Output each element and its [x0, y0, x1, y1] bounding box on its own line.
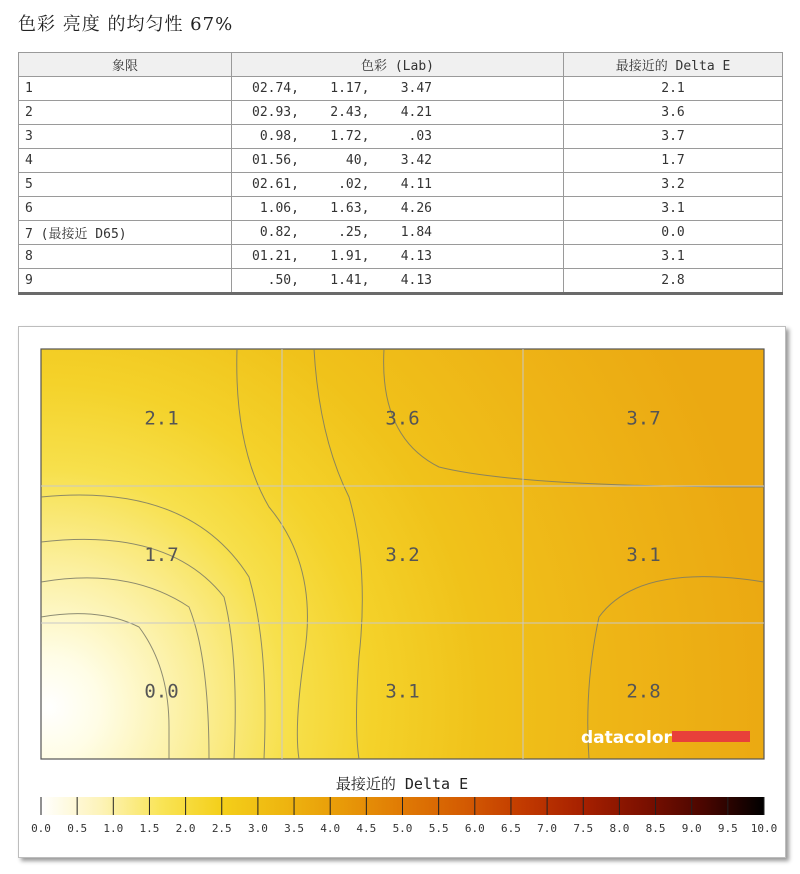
cell-value-label: 2.8: [626, 680, 661, 703]
cell-delta-e: 3.2: [564, 173, 783, 197]
colorbar-tick-label: 0.0: [31, 822, 51, 835]
cell-quadrant: 2: [19, 101, 232, 125]
header-lab: 色彩 (Lab): [232, 53, 564, 77]
colorbar-tick-label: 1.0: [103, 822, 124, 835]
colorbar-tick-label: 7.0: [537, 822, 558, 835]
colorbar-tick-label: 3.5: [284, 822, 304, 835]
cell-lab: 02.74, 1.17, 3.47: [232, 77, 564, 101]
colorbar-tick-label: 8.0: [609, 822, 630, 835]
cell-quadrant: 7 (最接近 D65): [19, 221, 232, 245]
table-row: [19, 269, 783, 294]
colorbar-tick-label: 5.5: [428, 822, 449, 835]
cell-value-label: 3.1: [626, 544, 661, 566]
cell-delta-e: 0.0: [564, 221, 783, 245]
logo-bar: [672, 731, 750, 742]
colorbar-tick-label: 0.5: [67, 822, 88, 835]
cell-lab: 01.21, 1.91, 4.13: [232, 245, 564, 269]
table-row: [19, 77, 783, 101]
cell-delta-e: 3.1: [564, 197, 783, 221]
colorbar-tick-label: 7.5: [573, 822, 594, 835]
cell-quadrant: 5: [19, 173, 232, 197]
lab-table: [18, 52, 783, 295]
cell-value-label: 2.1: [144, 407, 179, 430]
uniformity-chart-frame: [18, 326, 786, 858]
cell-lab: 0.98, 1.72, .03: [232, 125, 564, 149]
cell-lab: .50, 1.41, 4.13: [232, 269, 564, 294]
colorbar-tick-label: 4.5: [356, 822, 377, 835]
table-row: [19, 197, 783, 221]
table-row: [19, 221, 783, 245]
colorbar-tick-label: 6.5: [501, 822, 521, 835]
cell-quadrant: 4: [19, 149, 232, 173]
cell-quadrant: 6: [19, 197, 232, 221]
header-quadrant: 象限: [19, 53, 232, 77]
cell-lab: 0.82, .25, 1.84: [232, 221, 564, 245]
cell-delta-e: 3.1: [564, 245, 783, 269]
cell-delta-e: 2.8: [564, 269, 783, 294]
table-row: [19, 101, 783, 125]
colorbar-tick-label: 9.5: [717, 822, 738, 835]
cell-delta-e: 3.6: [564, 101, 783, 125]
cell-delta-e: 2.1: [564, 77, 783, 101]
cell-value-label: 3.6: [385, 407, 420, 430]
colorbar-tick-label: 1.5: [139, 822, 160, 835]
colorbar-tick-label: 5.0: [392, 822, 413, 835]
cell-value-label: 0.0: [144, 680, 179, 703]
colorbar-tick-label: 3.0: [247, 822, 268, 835]
colorbar-title: 最接近的 Delta E: [335, 775, 469, 793]
datacolor-logo: datacolor: [581, 728, 672, 748]
colorbar-tick-label: 2.0: [175, 822, 196, 835]
cell-quadrant: 8: [19, 245, 232, 269]
cell-value-label: 3.7: [626, 407, 661, 430]
table-row: [19, 173, 783, 197]
colorbar-tick-label: 9.0: [681, 822, 702, 835]
cell-value-label: 3.1: [385, 680, 420, 703]
cell-delta-e: 3.7: [564, 125, 783, 149]
table-header-row: [19, 53, 783, 77]
header-delta-e: 最接近的 Delta E: [564, 53, 783, 77]
colorbar-tick-label: 8.5: [645, 822, 666, 835]
colorbar-tick-label: 10.0: [750, 822, 778, 835]
cell-lab: 02.61, .02, 4.11: [232, 173, 564, 197]
uniformity-heatmap: [19, 327, 785, 857]
colorbar-tick-label: 6.0: [464, 822, 485, 835]
page-title: 色彩 亮度 的均匀性 67%: [18, 14, 234, 35]
table-row: [19, 245, 783, 269]
cell-quadrant: 9: [19, 269, 232, 294]
colorbar-tick-label: 2.5: [211, 822, 232, 835]
cell-lab: 01.56, 40, 3.42: [232, 149, 564, 173]
cell-quadrant: 1: [19, 77, 232, 101]
cell-value-label: 3.2: [385, 544, 420, 566]
table-row: [19, 149, 783, 173]
cell-delta-e: 1.7: [564, 149, 783, 173]
cell-lab: 1.06, 1.63, 4.26: [232, 197, 564, 221]
cell-quadrant: 3: [19, 125, 232, 149]
cell-value-label: 1.7: [144, 544, 179, 566]
colorbar-tick-label: 4.0: [320, 822, 341, 835]
table-row: [19, 125, 783, 149]
cell-lab: 02.93, 2.43, 4.21: [232, 101, 564, 125]
